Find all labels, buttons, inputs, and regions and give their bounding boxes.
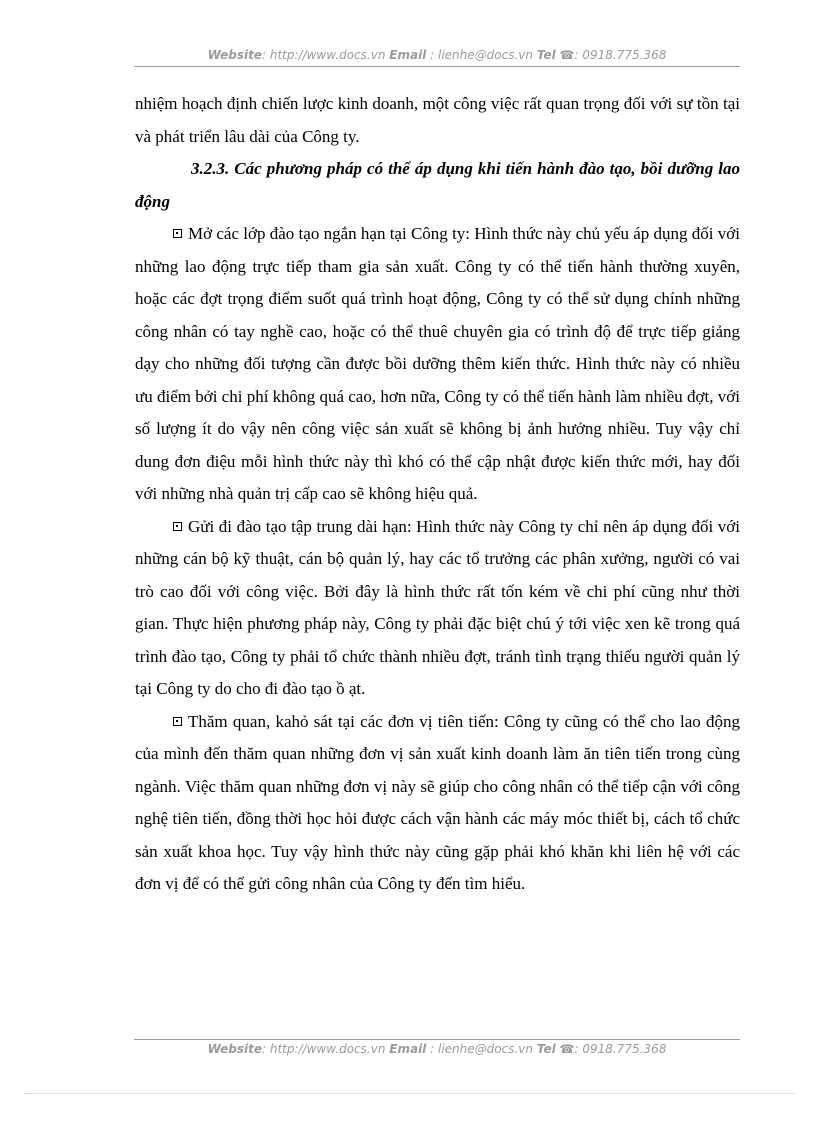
intro-paragraph: nhiệm hoạch định chiến lược kinh doanh, một công việc rất quan trọng đối với sự tồn tại và phát triển lâu dài của Công ty. [135,94,740,146]
square-bullet-icon [173,522,182,531]
email-sep: : [430,1042,435,1056]
paragraph-text: Mở các lớp đào tạo ngắn hạn tại Công ty: Hình thức này chủ yếu áp dụng đối với những lao động trực tiếp tham gia sản xuất. Công ty có thể tiến hành thường xuyên, hoặc các đợt trọng điểm suốt quá trình hoạt động, Công ty có thể sử dụng chính những công nhân có tay nghề cao, hoặc có thể thuê chuyên gia có trình độ để trực tiếp giảng dạy cho những đối tượng cần được bồi dưỡng thêm kiến thức. Hình thức này có nhiều ưu điểm bởi chi phí không quá cao, hơn nữa, Công ty có thể tiến hành làm nhiều đợt, với số lượng ít do vậy nên công việc sản xuất sẽ không bị ảnh hưởng nhiều. Tuy vậy chỉ dung đơn điệu mỗi hình thức này thì khó có thể cập nhật được kiến thức mới, hay đối với những nhà quản trị cấp cao sẽ không hiệu quả. [135,224,740,503]
tel-value: 0918.775.368 [582,48,667,62]
square-bullet-icon [173,229,182,238]
paragraph-short-term-training [135,218,740,511]
tel-label: Tel [536,48,556,62]
website-url[interactable]: http://www.docs.vn [269,1042,386,1056]
phone-icon: ☎ [559,1042,575,1056]
website-sep: : [261,1042,267,1056]
document-body [135,88,740,901]
website-label: Website [207,48,262,62]
page-header [134,48,740,67]
paragraph-text: Thăm quan, kahỏ sát tại các đơn vị tiên tiến: Công ty cũng có thể cho lao động của mình đến thăm quan những đơn vị sản xuất kinh doanh làm ăn tiên tiến trong cùng ngành. Việc thăm quan những đơn vị này sẽ giúp cho công nhân có thể tiếp cận với công nghệ tiên tiến, đồng thời học hỏi được cách vận hành các máy móc thiết bị, cách tổ chức sản xuất khoa học. Tuy vậy hình thức này cũng gặp phải khó khăn khi liên hệ với các đơn vị để có thể gửi công nhân của Công ty đến tìm hiểu. [135,711,740,893]
paragraph-long-term-training [135,511,740,706]
website-url[interactable]: http://www.docs.vn [269,48,386,62]
email-value[interactable]: lienhe@docs.vn [438,1042,533,1056]
phone-icon: ☎ [559,48,575,62]
website-sep: : [261,48,267,62]
tel-sep: : [574,1042,579,1056]
website-label: Website [207,1042,262,1056]
section-heading: 3.2.3. Các phương pháp có thể áp dụng khi tiến hành đào tạo, bồi dưỡng lao động [135,159,740,211]
page-edge-divider [24,1093,796,1094]
email-value[interactable]: lienhe@docs.vn [438,48,533,62]
square-bullet-icon [173,717,182,726]
email-label: Email [389,48,427,62]
paragraph-text: Gửi đi đào tạo tập trung dài hạn: Hình thức này Công ty chỉ nên áp dụng đối với những cán bộ kỹ thuật, cán bộ quản lý, hay các tổ trưởng các phân xưởng, người có vai trò cao đối với công việc. Bởi đây là hình thức rất tốn kém về chi phí cũng như thời gian. Thực hiện phương pháp này, Công ty phải đặc biệt chú ý tới việc xen kẽ trong quá trình đào tạo, Công ty phải tổ chức thành nhiều đợt, tránh tình trạng thiếu người quản lý tại Công ty do cho đi đào tạo ồ ạt. [135,516,740,698]
paragraph-site-visits [135,706,740,901]
tel-label: Tel [536,1042,556,1056]
tel-sep: : [574,48,579,62]
email-label: Email [389,1042,427,1056]
email-sep: : [430,48,435,62]
tel-value: 0918.775.368 [582,1042,667,1056]
page-footer [134,1039,740,1060]
